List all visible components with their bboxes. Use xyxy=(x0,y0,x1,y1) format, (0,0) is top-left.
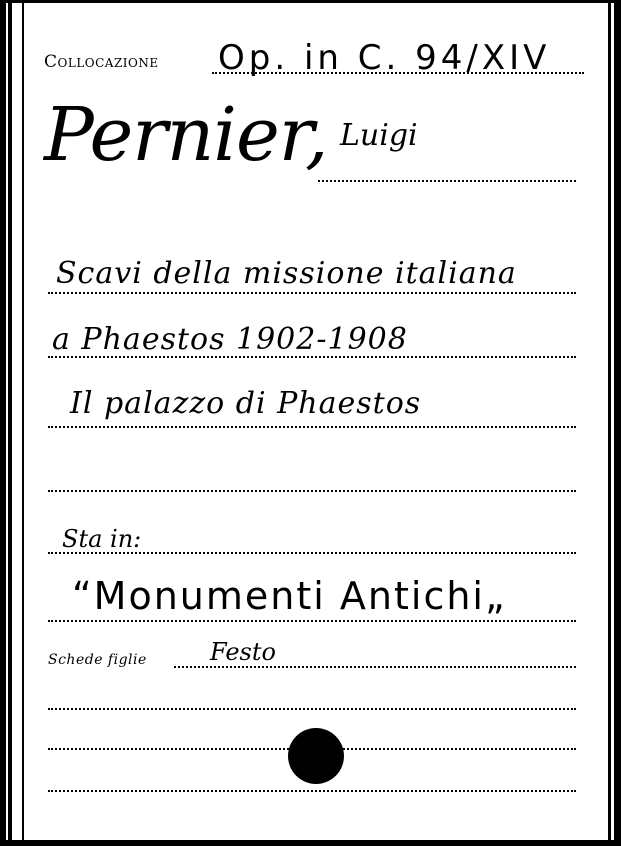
series-title: “Monumenti Antichi„ xyxy=(72,574,507,618)
card-left-border xyxy=(0,0,6,846)
card-left-inner-edge xyxy=(22,0,24,846)
card-left-edge xyxy=(8,0,12,846)
title-rule-3 xyxy=(48,426,576,428)
schede-rule xyxy=(174,666,576,668)
author-rule xyxy=(318,180,576,182)
sta-in-rule xyxy=(48,552,576,554)
title-line-2: a Phaestos 1902-1908 xyxy=(52,322,408,357)
card-right-border xyxy=(614,0,621,846)
collocazione-value: Op. in C. 94/XIV xyxy=(218,38,551,78)
author-given-name: Luigi xyxy=(340,118,418,153)
title-line-3: Il palazzo di Phaestos xyxy=(70,386,422,421)
schede-figlie-value: Festo xyxy=(210,638,276,666)
sta-in-label: Sta in: xyxy=(62,525,142,553)
collocazione-label: Collocazione xyxy=(44,52,159,72)
title-line-1: Scavi della missione italiana xyxy=(56,256,517,291)
series-rule xyxy=(48,620,576,622)
card-top-edge xyxy=(0,0,621,3)
punch-hole xyxy=(288,728,344,784)
card-bottom-edge xyxy=(0,840,621,846)
title-rule-2 xyxy=(48,356,576,358)
schede-figlie-label: Schede figlie xyxy=(48,652,147,668)
author-surname: Pernier, xyxy=(44,92,328,178)
blank-rule-2 xyxy=(48,708,576,710)
blank-rule-1 xyxy=(48,490,576,492)
blank-rule-4 xyxy=(48,790,576,792)
title-rule-1 xyxy=(48,292,576,294)
card-right-edge xyxy=(608,0,611,846)
